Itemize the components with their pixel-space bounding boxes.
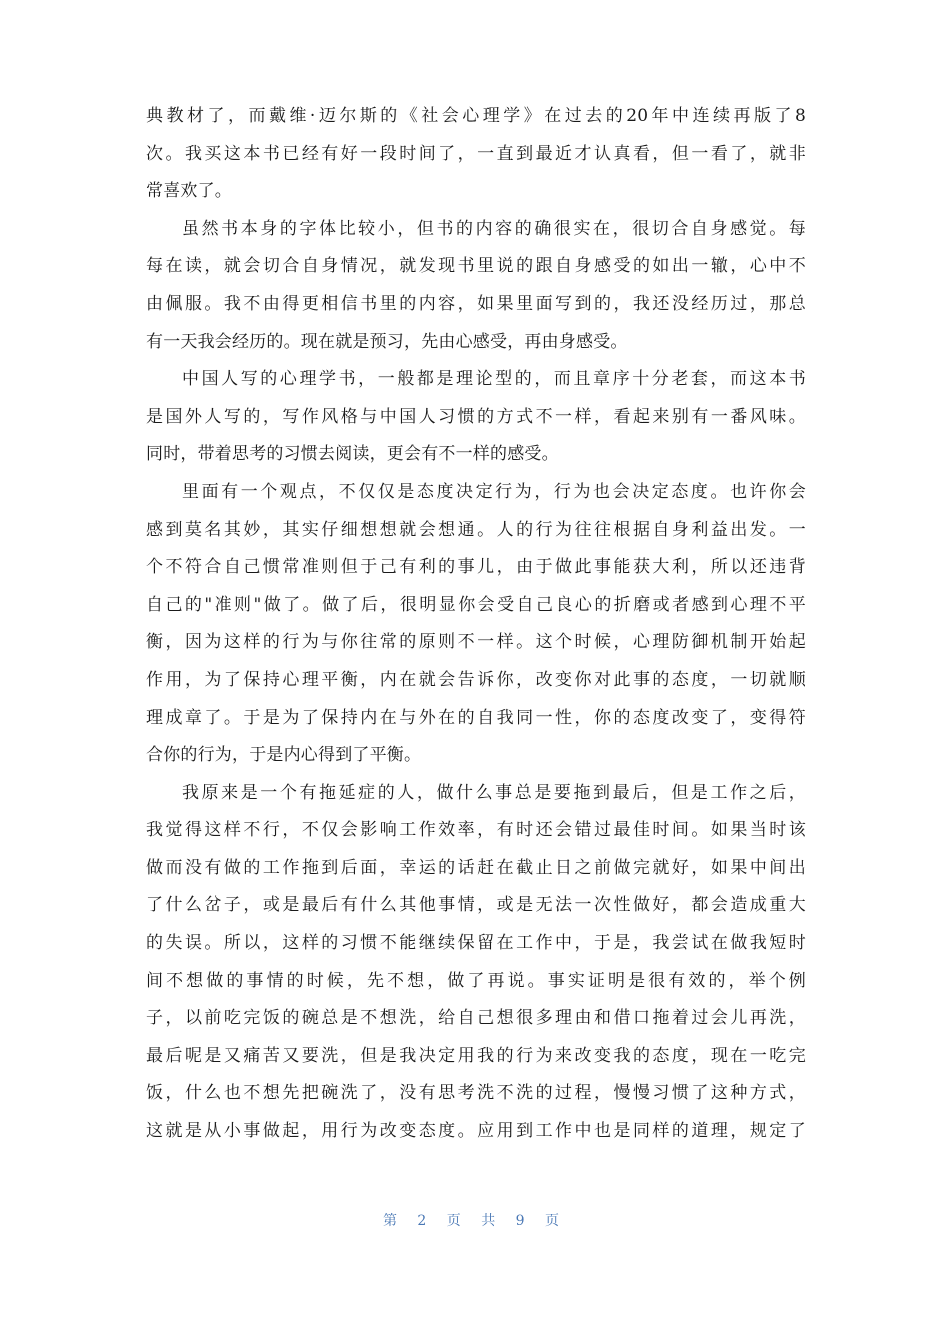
- document-body: [146, 98, 806, 1151]
- text-line: 里面有一个观点，不仅仅是态度决定行为，行为也会决定态度。也许你会: [182, 481, 806, 502]
- text-line: 典教材了，而戴维·迈尔斯的《社会心理学》在过去的20年中连续再版了8: [146, 106, 806, 126]
- text-line: 有一天我会经历的。现在就是预习，先由心感受，再由身感受。: [146, 331, 628, 352]
- text-line: 子，以前吃完饭的碗总是不想洗，给自己想很多理由和借口拖着过会儿再洗，: [146, 1008, 806, 1029]
- text-line: 是国外人写的，写作风格与中国人习惯的方式不一样，看起来别有一番风味。: [146, 406, 806, 427]
- text-line: 常喜欢了。: [146, 181, 232, 202]
- text-line: 次。我买这本书已经有好一段时间了，一直到最近才认真看，但一看了，就非: [146, 143, 806, 164]
- text-line: 这就是从小事做起，用行为改变态度。应用到工作中也是同样的道理，规定了: [146, 1121, 806, 1142]
- text-line: 由佩服。我不由得更相信书里的内容，如果里面写到的，我还没经历过，那总: [146, 293, 806, 314]
- text-line: 做而没有做的工作拖到后面，幸运的话赶在截止日之前做完就好，如果中间出: [146, 857, 806, 878]
- text-line: 个不符合自己惯常准则但于己有利的事儿，由于做此事能获大利，所以还违背: [146, 557, 806, 578]
- text-line: 我原来是一个有拖延症的人，做什么事总是要拖到最后，但是工作之后，: [182, 782, 806, 803]
- text-line: 我觉得这样不行，不仅会影响工作效率，有时还会错过最佳时间。如果当时该: [146, 820, 806, 841]
- text-line: 自己的"准则"做了。做了后，很明显你会受自己良心的折磨或者感到心理不平: [146, 594, 806, 615]
- text-line: 最后呢是又痛苦又要洗，但是我决定用我的行为来改变我的态度，现在一吃完: [146, 1045, 806, 1066]
- text-line: 合你的行为，于是内心得到了平衡。: [146, 745, 422, 766]
- text-line: 理成章了。于是为了保持内在与外在的自我同一性，你的态度改变了，变得符: [146, 707, 806, 728]
- text-line: 同时，带着思考的习惯去阅读，更会有不一样的感受。: [146, 444, 559, 465]
- text-line: 中国人写的心理学书，一般都是理论型的，而且章序十分老套，而这本书: [182, 369, 806, 390]
- text-line: 虽然书本身的字体比较小，但书的内容的确很实在，很切合自身感觉。每: [182, 218, 806, 239]
- text-line: 衡，因为这样的行为与你往常的原则不一样。这个时候，心理防御机制开始起: [146, 632, 806, 653]
- text-line: 饭，什么也不想先把碗洗了，没有思考洗不洗的过程，慢慢习惯了这种方式，: [146, 1083, 806, 1104]
- page-number-footer: 第 2 页 共 9 页: [382, 1213, 568, 1229]
- text-line: 感到莫名其妙，其实仔细想想就会想通。人的行为往往根据自身利益出发。一: [146, 519, 806, 540]
- text-line: 的失误。所以，这样的习惯不能继续保留在工作中，于是，我尝试在做我短时: [146, 933, 806, 954]
- text-line: 间不想做的事情的时候，先不想，做了再说。事实证明是很有效的，举个例: [146, 970, 806, 991]
- text-line: 每在读，就会切合自身情况，就发现书里说的跟自身感受的如出一辙，心中不: [146, 256, 806, 277]
- text-line: 作用，为了保持心理平衡，内在就会告诉你，改变你对此事的态度，一切就顺: [146, 669, 806, 690]
- text-line: 了什么岔子，或是最后有什么其他事情，或是无法一次性做好，都会造成重大: [146, 895, 806, 916]
